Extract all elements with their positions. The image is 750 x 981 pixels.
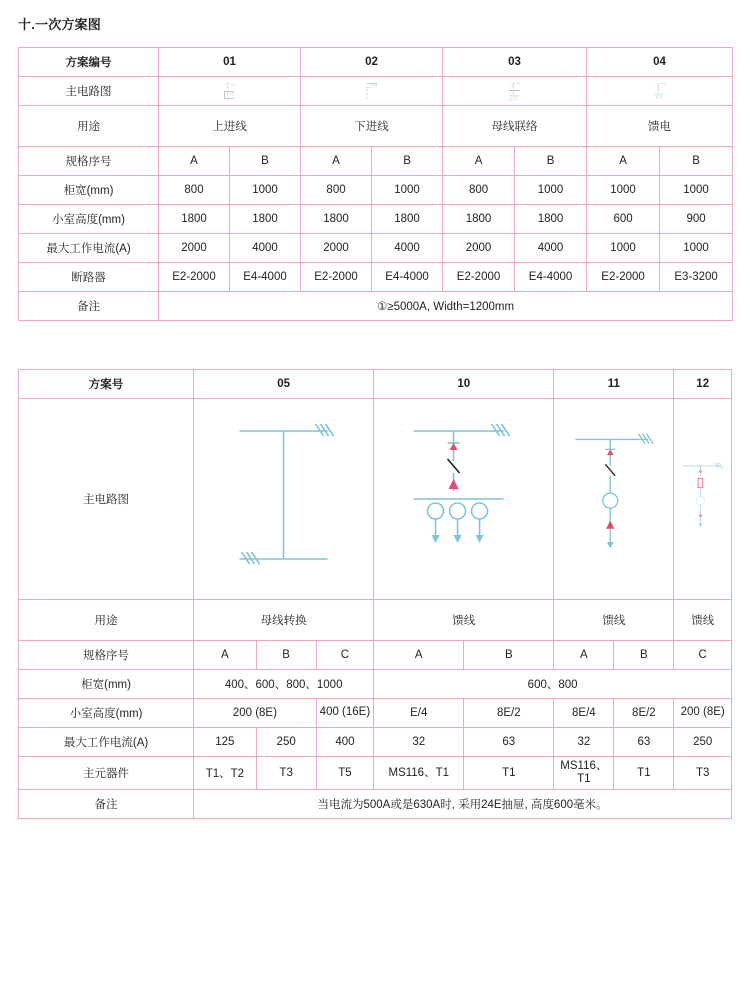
table-cell: B (230, 147, 301, 176)
table-cell: 250 (256, 728, 316, 757)
table1-usage-row (19, 106, 733, 147)
table-cell: 800 (301, 176, 372, 205)
table-cell: 250 (674, 728, 732, 757)
circuit-diagram-02 (301, 77, 443, 106)
usage-02: 下进线 (301, 106, 443, 147)
table-cell: 900 (660, 205, 733, 234)
table-cell: C (316, 641, 374, 670)
table-cell: 125 (194, 728, 257, 757)
table-cell: A (374, 641, 464, 670)
table-cell: A (554, 641, 614, 670)
table2-max-current-row (19, 728, 732, 757)
scheme-05: 05 (194, 370, 374, 399)
table-cell: T1 (464, 757, 554, 790)
circuit-diagram-11 (554, 399, 674, 600)
table-cell: E2-2000 (443, 263, 515, 292)
table1-header-row (19, 48, 733, 77)
table2-cell-height-row (19, 699, 732, 728)
table-cell: 1800 (230, 205, 301, 234)
table-cell: E2-2000 (587, 263, 660, 292)
scheme-03: 03 (443, 48, 587, 77)
table-cell: 800 (159, 176, 230, 205)
remark-text: ①≥5000A, Width=1200mm (159, 292, 733, 321)
table-cell: 4000 (515, 234, 587, 263)
scheme-11: 11 (554, 370, 674, 399)
table-cell: B (256, 641, 316, 670)
table-cell: 1800 (443, 205, 515, 234)
table-cell: 1800 (515, 205, 587, 234)
table-cell: T3 (256, 757, 316, 790)
circuit-diagram-11-svg (554, 399, 673, 599)
table1-max-current-row (19, 234, 733, 263)
scheme-10: 10 (374, 370, 554, 399)
row-label-usage: 用途 (19, 106, 159, 147)
table-cell: B (660, 147, 733, 176)
table-cell: 1000 (230, 176, 301, 205)
usage-11: 馈线 (554, 600, 674, 641)
table1-spec-row (19, 147, 733, 176)
circuit-diagram-12 (674, 399, 732, 600)
table-cell: 4000 (230, 234, 301, 263)
row-label-usage: 用途 (19, 600, 194, 641)
table-cell: A (587, 147, 660, 176)
table-cell: A (159, 147, 230, 176)
table-cell: B (515, 147, 587, 176)
usage-03: 母线联络 (443, 106, 587, 147)
usage-10: 馈线 (374, 600, 554, 641)
circuit-diagram-05 (194, 399, 374, 600)
circuit-diagram-01-svg (161, 80, 298, 102)
table-cell: 1800 (372, 205, 443, 234)
table-spacer (0, 321, 750, 355)
row-label-max-current: 最大工作电流(A) (19, 728, 194, 757)
remark-text: 当电流为500A或是630A时, 采用24E抽屉, 高度600毫米。 (194, 790, 732, 819)
table-cell: 8E/4 (554, 699, 614, 728)
table1-cell-height-row (19, 205, 733, 234)
table-cell: 200 (8E) (194, 699, 317, 728)
scheme-02: 02 (301, 48, 443, 77)
circuit-diagram-03 (443, 77, 587, 106)
scheme-table-2 (18, 369, 732, 819)
table-cell: 32 (554, 728, 614, 757)
table-cell: T1 (614, 757, 674, 790)
table-cell: E/4 (374, 699, 464, 728)
table-cell: E2-2000 (301, 263, 372, 292)
row-label-main-circuit: 主电路图 (19, 77, 159, 106)
table-cell: 2000 (301, 234, 372, 263)
table1-wrapper (0, 47, 750, 321)
row-label-remark: 备注 (19, 292, 159, 321)
table2-wrapper (0, 369, 750, 819)
row-label-cell-height: 小室高度(mm) (19, 205, 159, 234)
table1-breaker-row (19, 263, 733, 292)
row-label-scheme-no: 方案号 (19, 370, 194, 399)
row-label-remark: 备注 (19, 790, 194, 819)
row-label-scheme-no: 方案编号 (19, 48, 159, 77)
table-cell: MS116、T1 (374, 757, 464, 790)
table1-diagram-row (19, 77, 733, 106)
usage-01: 上进线 (159, 106, 301, 147)
table-cell: C (674, 641, 732, 670)
table-cell: A (301, 147, 372, 176)
table-cell: B (614, 641, 674, 670)
page-title (0, 0, 750, 33)
row-label-cabinet-width: 柜宽(mm) (19, 670, 194, 699)
table-cell: 4000 (372, 234, 443, 263)
table-cell: 32 (374, 728, 464, 757)
circuit-diagram-05-svg (194, 399, 373, 599)
table-cell: 200 (8E) (674, 699, 732, 728)
table2-main-device-row (19, 757, 732, 790)
table-cell: 1800 (159, 205, 230, 234)
row-label-main-circuit: 主电路图 (19, 399, 194, 600)
table2-header-row (19, 370, 732, 399)
row-label-breaker: 断路器 (19, 263, 159, 292)
table-cell: A (443, 147, 515, 176)
cabinet-width-05: 400、600、800、1000 (194, 670, 374, 699)
row-label-spec-order: 规格序号 (19, 641, 194, 670)
circuit-diagram-03-svg (445, 80, 584, 102)
page-title-text: 十.一次方案图 (18, 17, 102, 32)
row-label-cabinet-width: 柜宽(mm) (19, 176, 159, 205)
table-cell: 2000 (443, 234, 515, 263)
table-cell: B (464, 641, 554, 670)
usage-04: 馈电 (587, 106, 733, 147)
circuit-diagram-10-svg (374, 399, 553, 599)
table-cell: E2-2000 (159, 263, 230, 292)
table-cell: 63 (464, 728, 554, 757)
table-cell: 63 (614, 728, 674, 757)
table-cell: 1000 (515, 176, 587, 205)
circuit-diagram-01 (159, 77, 301, 106)
table2-diagram-row (19, 399, 732, 600)
usage-05: 母线转换 (194, 600, 374, 641)
table-cell: 2000 (159, 234, 230, 263)
table-cell: 400 (316, 728, 374, 757)
table-cell: 8E/2 (464, 699, 554, 728)
cabinet-width-rest: 600、800 (374, 670, 732, 699)
row-label-max-current: 最大工作电流(A) (19, 234, 159, 263)
table-cell: 800 (443, 176, 515, 205)
table-cell: E4-4000 (372, 263, 443, 292)
table-cell: 1000 (660, 234, 733, 263)
table2-remark-row (19, 790, 732, 819)
table-cell: 1000 (587, 176, 660, 205)
table-cell: E3-3200 (660, 263, 733, 292)
scheme-04: 04 (587, 48, 733, 77)
table-cell: T5 (316, 757, 374, 790)
table1-remark-row (19, 292, 733, 321)
row-label-cell-height: 小室高度(mm) (19, 699, 194, 728)
circuit-diagram-04-svg (589, 80, 730, 102)
table-cell: T1、T2 (194, 757, 257, 790)
circuit-diagram-02-svg (303, 80, 440, 102)
table-cell: 1000 (587, 234, 660, 263)
table1-width-row (19, 176, 733, 205)
table-cell: MS116、T1 (554, 757, 614, 790)
table-cell: 1800 (301, 205, 372, 234)
table-cell: 600 (587, 205, 660, 234)
circuit-diagram-10 (374, 399, 554, 600)
table-cell: 400 (16E) (316, 699, 374, 728)
scheme-table-1 (18, 47, 733, 321)
table-cell: B (372, 147, 443, 176)
table-cell: E4-4000 (230, 263, 301, 292)
scheme-01: 01 (159, 48, 301, 77)
row-label-main-device: 主元器件 (19, 757, 194, 790)
table2-usage-row (19, 600, 732, 641)
table-cell: 1000 (660, 176, 733, 205)
table2-width-row (19, 670, 732, 699)
row-label-spec-order: 规格序号 (19, 147, 159, 176)
table-cell: T3 (674, 757, 732, 790)
table-cell: 1000 (372, 176, 443, 205)
table-cell: 8E/2 (614, 699, 674, 728)
circuit-diagram-12-svg (674, 399, 731, 599)
circuit-diagram-04 (587, 77, 733, 106)
table2-spec-row (19, 641, 732, 670)
scheme-12: 12 (674, 370, 732, 399)
table-cell: A (194, 641, 257, 670)
usage-12: 馈线 (674, 600, 732, 641)
table-cell: E4-4000 (515, 263, 587, 292)
